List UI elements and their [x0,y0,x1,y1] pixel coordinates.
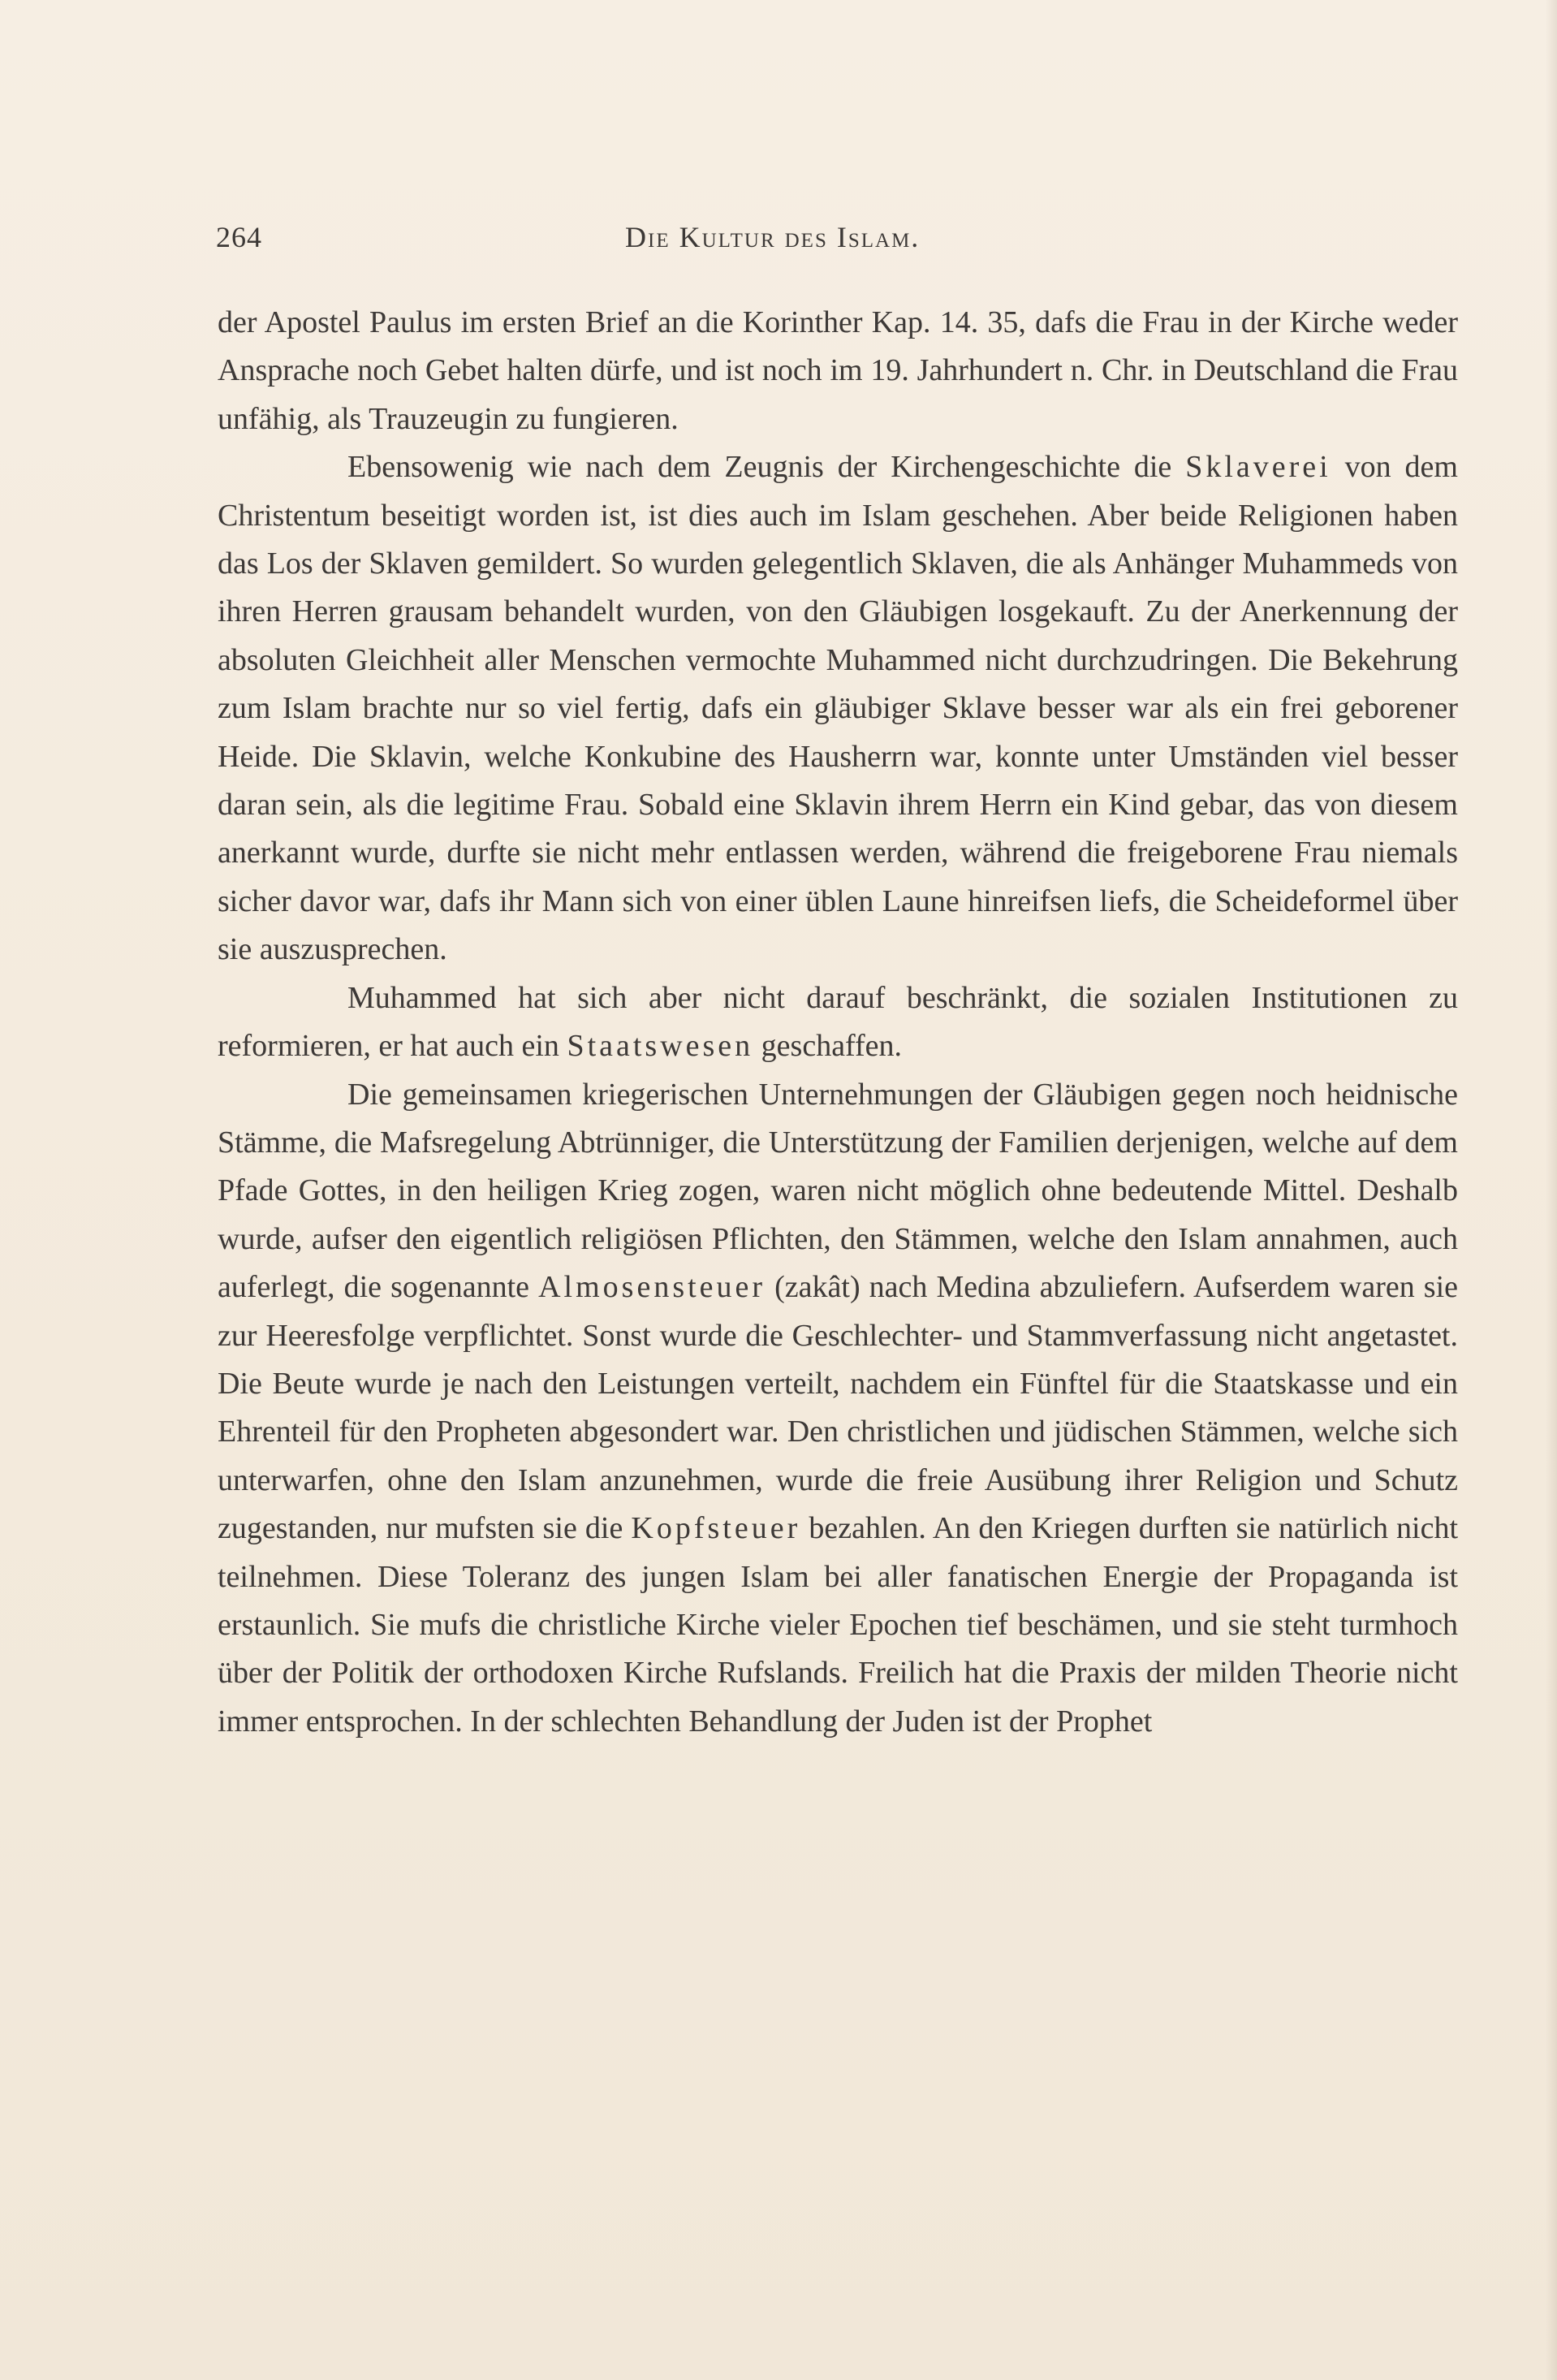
paragraph [218,1071,1458,1747]
text-run: (zakât) nach Medina abzuliefern. Aufserdem waren sie zur Heeresfolge verpflichtet. Sonst wurde die Geschlechter- und Stammverfassung nicht angetastet. Die Beute wurde je nach den Leistungen verteilt, nachdem ein Fünftel für die Staatskasse und ein Ehrenteil für den Propheten abgesondert war. Den christlichen und jüdischen Stämmen, welche sich unterwarfen, ohne den Islam anzunehmen, wurde die freie Ausübung ihrer Religion und Schutz zugestanden, nur mufsten sie die [218,1270,1459,1546]
page-number: 264 [216,221,262,253]
text-run: Muhammed hat sich aber nicht darauf beschränkt, die sozialen Institutionen zu reformieren, er hat auch ein [218,980,1458,1064]
text-run: Die gemeinsamen kriegerischen Unternehmungen der Gläubigen gegen noch heidnische Stämme, die Mafsregelung Abtrünniger, die Unterstützung der Familien derjenigen, welche auf dem Pfade Gottes, in den heiligen Krieg zogen, waren nicht möglich ohne bedeutende Mittel. Deshalb wurde, aufser den eigentlich religiösen Pflichten, den Stämmen, welche den Islam annahmen, auch auferlegt, die sogenannte [218,1077,1458,1305]
text-run: bezahlen. An den Kriegen durften sie natürlich nicht teilnehmen. Diese Toleranz des jungen Islam bei aller fanatischen Energie der Propaganda ist erstaunlich. Sie mufs die christliche Kirche vieler Epochen tief beschämen, und sie steht turmhoch über der Politik der orthodoxen Kirche Rufslands. Freilich hat die Praxis der milden Theorie nicht immer entsprochen. In der schlechten Behandlung der Juden ist der Prophet [218,1511,1458,1739]
spaced-emphasis: Staatswesen [567,1029,754,1064]
spaced-emphasis: Almosensteuer [538,1270,766,1305]
running-head [216,220,1456,261]
paragraph [218,443,1458,974]
page-fold-shadow [1546,0,1557,2380]
spaced-emphasis: Sklaverei [1185,450,1331,485]
running-title: Die Kultur des Islam. [625,221,921,253]
spaced-emphasis: Kopfsteuer [631,1511,801,1546]
paragraph [218,974,1458,1071]
text-run: von dem Christentum beseitigt worden ist, ist dies auch im Islam geschehen. Aber beide Religionen haben das Los der Sklaven gemildert. So wurden gelegentlich Sklaven, die als Anhänger Muhammeds von ihren Herren grausam behandelt wurden, von den Gläubigen losgekauft. Zu der Anerkennung der absoluten Gleichheit aller Menschen vermochte Muhammed nicht durchzudringen. Die Bekehrung zum Islam brachte nur so viel fertig, dafs ein gläubiger Sklave besser war als ein frei geborener Heide. Die Sklavin, welche Konkubine des Hausherrn war, konnte unter Umständen viel besser daran sein, als die legitime Frau. Sobald eine Sklavin ihrem Herrn ein Kind gebar, das von diesem anerkannt wurde, durfte sie nicht mehr entlassen werden, während die freigeborene Frau niemals sicher davor war, dafs ihr Mann sich von einer üblen Laune hinreifsen liefs, die Scheideformel über sie auszusprechen. [218,450,1458,967]
body-text [218,299,1458,1746]
text-run: Ebensowenig wie nach dem Zeugnis der Kirchengeschichte die [347,450,1186,485]
text-run: geschaffen. [753,1029,903,1064]
text-run: der Apostel Paulus im ersten Brief an die Korinther Kap. 14. 35, dafs die Frau in der Kirche weder Ansprache noch Gebet halten dürfe, und ist noch im 19. Jahrhundert n. Chr. in Deutschland die Frau unfähig, als Trauzeugin zu fungieren. [218,305,1458,436]
paragraph [218,299,1458,443]
